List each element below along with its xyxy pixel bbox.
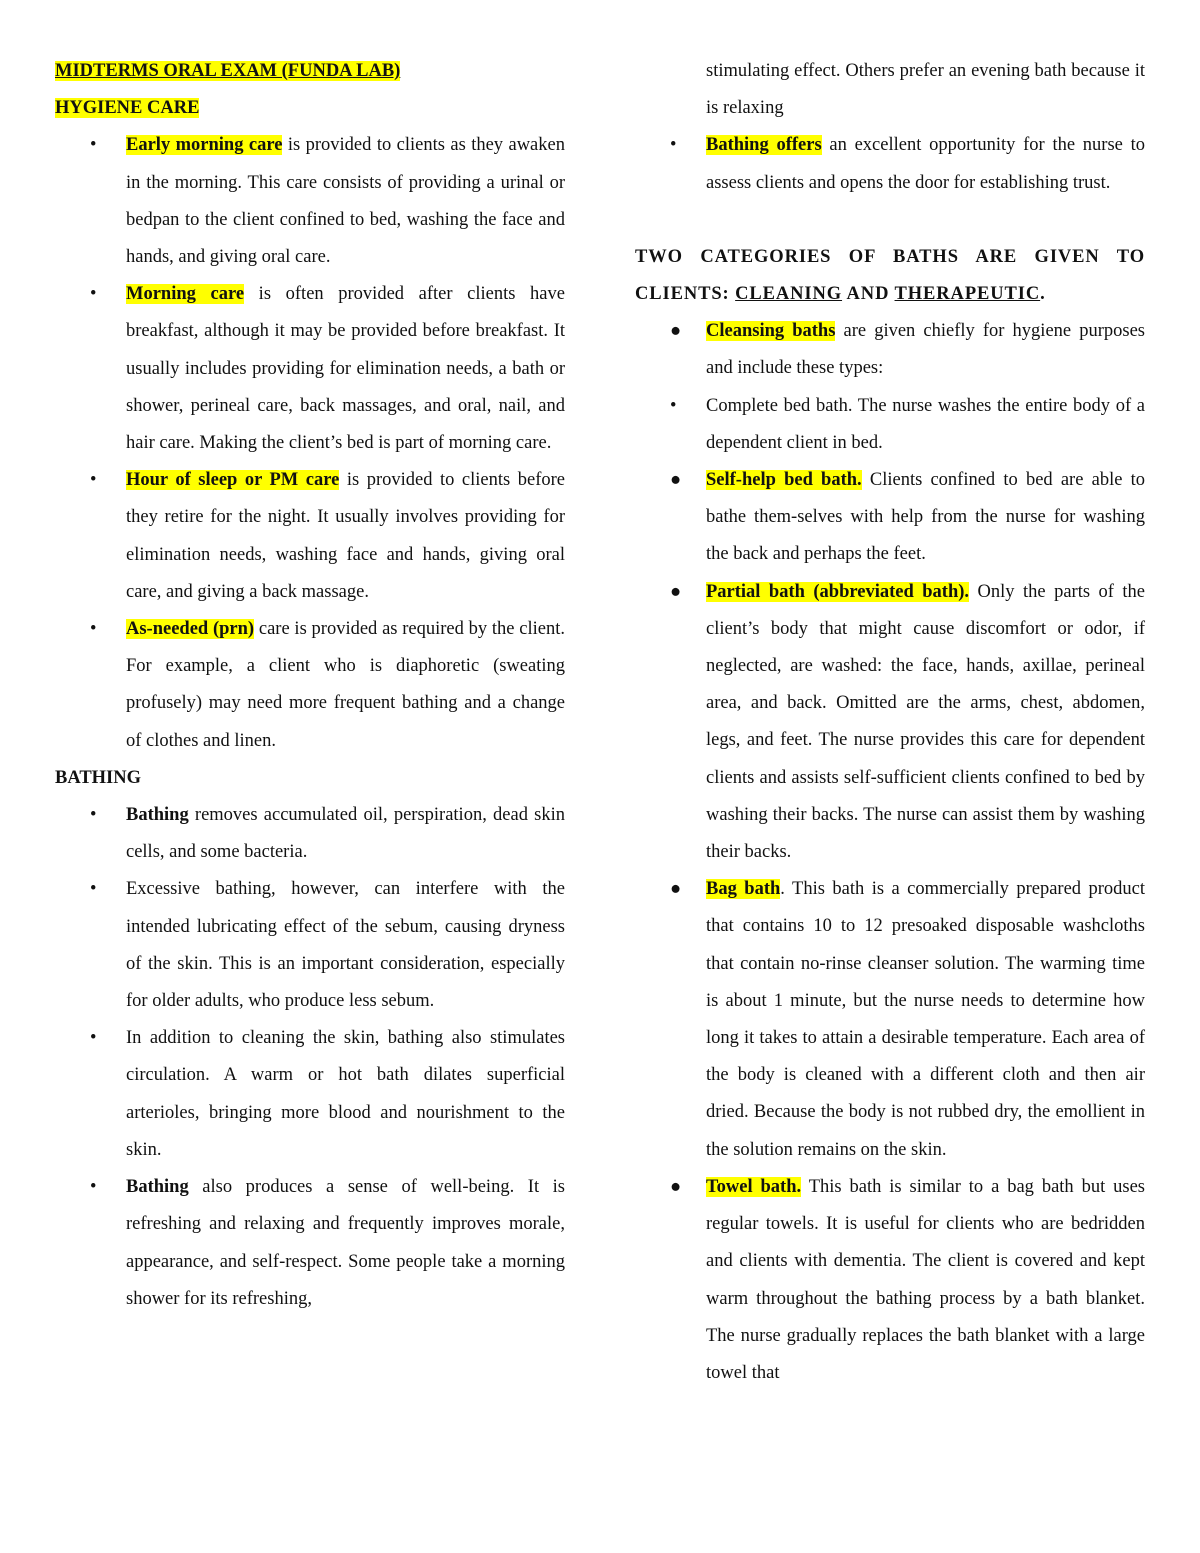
list-item: • As-needed (prn) care is provided as required by the client. For example, a client who is diaphoretic (sweating profusely) may need more frequent bathing and a change of clothes and linen.	[90, 619, 565, 751]
list-item: • In addition to cleaning the skin, bathing also stimulates circulation. A warm or hot bath dilates superficial arterioles, bringing more blood and nourishment to the skin.	[90, 1028, 565, 1160]
bathing-offers-list	[635, 127, 1145, 201]
list-item: • Bathing also produces a sense of well-being. It is refreshing and relaxing and frequently improves morale, appearance, and self-respect. Some people take a morning shower for its refreshing,	[90, 1177, 565, 1309]
bath-categories-heading: TWO CATEGORIES OF BATHS ARE GIVEN TO CLIENTS: CLEANING AND THERAPEUTIC.	[635, 246, 1145, 305]
hygiene-care-heading: HYGIENE CARE	[55, 98, 200, 119]
list-item: ● Bag bath. This bath is a commercially prepared product that contains 10 to 12 presoaked disposable washcloths that contain no-rinse cleanser solution. The warming time is about 1 minute, but the nurse needs to determine how long it takes to attain a desirable temperature. Each area of the body is cleaned with a different cloth and then air dried. Because the body is not rubbed dry, the emollient in the solution remains on the skin.	[670, 879, 1145, 1160]
hygiene-care-list	[55, 127, 565, 759]
list-item: ● Self-help bed bath. Clients confined to bed are able to bathe them-selves with help from the nurse for washing the back and perhaps the feet.	[670, 470, 1146, 565]
list-item: • Bathing offers an excellent opportunity for the nurse to assess clients and opens the door for establishing trust.	[670, 135, 1145, 193]
left-column	[55, 53, 565, 1318]
list-item: ● Partial bath (abbreviated bath). Only the parts of the client’s body that might cause discomfort or odor, if neglected, are washed: the face, hands, axillae, perineal area, and back. Omitted are the arms, chest, abdomen, legs, and feet. The nurse provides this care for dependent clients and assists self-sufficient clients confined to bed by washing their backs. The nurse can assist them by washing their backs.	[670, 581, 1145, 863]
bathing-heading: BATHING	[55, 767, 142, 788]
document-title: MIDTERMS ORAL EXAM (FUNDA LAB)	[55, 61, 401, 81]
right-column	[635, 53, 1145, 1392]
cleansing-baths-list	[635, 313, 1145, 1392]
list-item: • Complete bed bath. The nurse washes the entire body of a dependent client in bed.	[670, 395, 1145, 453]
list-item: ● Towel bath. This bath is similar to a bag bath but uses regular towels. It is useful for clients who are bedridden and clients with dementia. The client is covered and kept warm throughout the bathing process by a bath blanket. The nurse gradually replaces the bath blanket with a large towel that	[670, 1176, 1145, 1383]
bathing-list	[55, 797, 565, 1318]
list-item: • Early morning care is provided to clients as they awaken in the morning. This care consists of providing a urinal or bedpan to the client confined to bed, washing the face and hands, and giving oral care.	[90, 135, 565, 268]
list-item: • Morning care is often provided after clients have breakfast, although it may be provided before breakfast. It usually includes providing for elimination needs, a bath or shower, perineal care, back massages, and oral, nail, and hair care. Making the client’s bed is part of morning care.	[90, 284, 565, 454]
list-item: • Excessive bathing, however, can interfere with the intended lubricating effect of the sebum, causing dryness of the skin. This is an important consideration, especially for older adults, who produce less sebum.	[90, 879, 565, 1012]
list-item: • Bathing removes accumulated oil, perspiration, dead skin cells, and some bacteria.	[90, 805, 565, 863]
list-item: ● Cleansing baths are given chiefly for hygiene purposes and include these types:	[670, 321, 1145, 379]
list-item: • Hour of sleep or PM care is provided to clients before they retire for the night. It usually involves providing for elimination needs, washing face and hands, giving oral care, and giving a back massage.	[90, 470, 565, 602]
continued-paragraph: stimulating effect. Others prefer an evening bath because it is relaxing	[706, 61, 1145, 119]
